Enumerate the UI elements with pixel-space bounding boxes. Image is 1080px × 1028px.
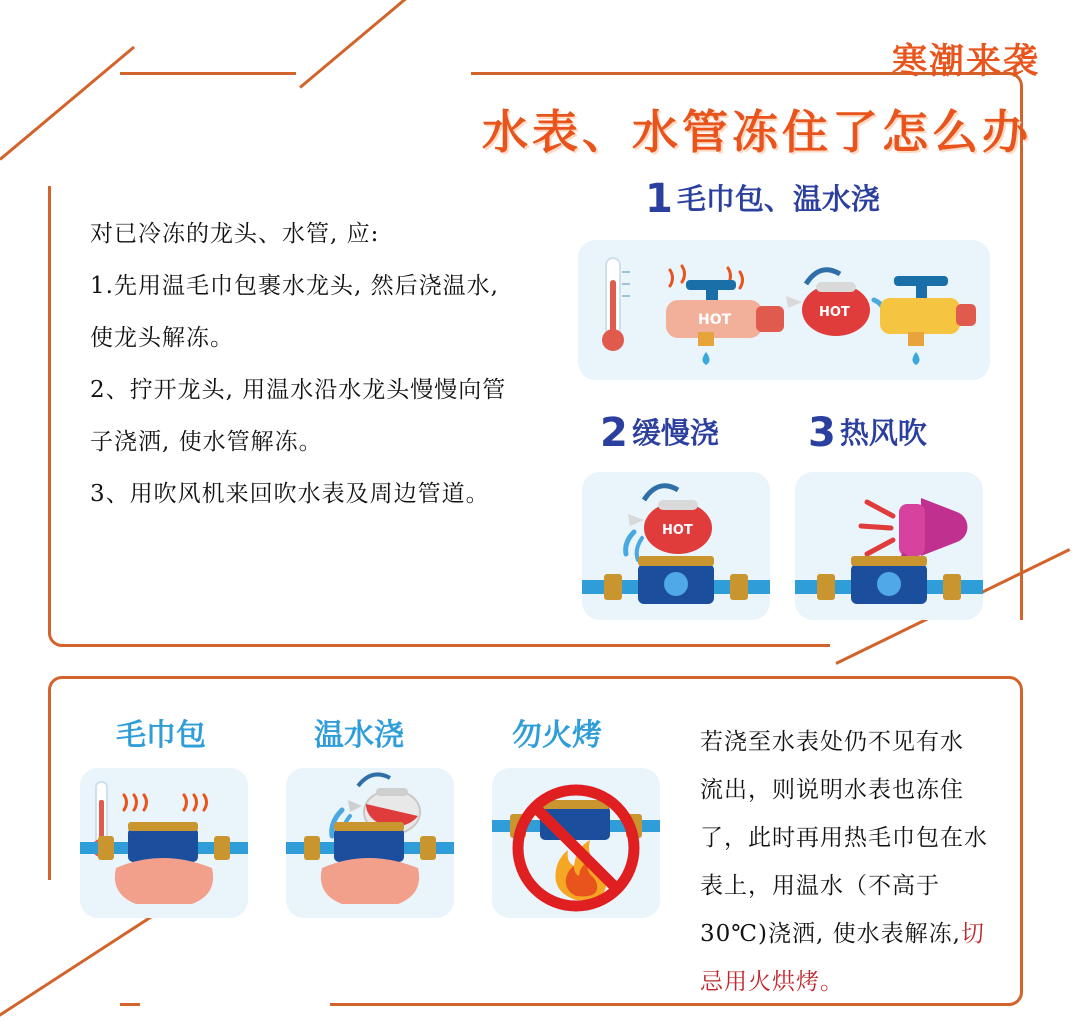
- bottom-text-line-1: 若浇至水表处仍不见有水: [700, 729, 964, 755]
- bottom-text-line-3: 了，此时再用热毛巾包在水: [700, 825, 988, 851]
- faucet-icon-2: [880, 276, 976, 365]
- step-2-title: [600, 410, 719, 456]
- svg-text:HOT: HOT: [698, 312, 732, 328]
- kettle-icon: [786, 270, 885, 336]
- water-meter-icon: [582, 556, 770, 604]
- kicker-text: 寒潮来袭: [891, 42, 1040, 82]
- bottom-explanation: [700, 718, 1018, 1006]
- bottom-panel-water: [286, 768, 454, 918]
- instructions-block: [90, 208, 560, 520]
- bottom-text-line-5: [700, 910, 1018, 958]
- step-3-title: [808, 410, 927, 456]
- bottom-warn-line: 忌用火烘烤。: [700, 969, 844, 995]
- step-1-panel: [578, 240, 990, 380]
- water-meter-icon: [795, 556, 983, 604]
- step-3-number: 3: [808, 410, 836, 456]
- mask-top-frame-br: [830, 620, 1080, 660]
- water-meter-icon: [286, 822, 454, 862]
- step-1-title: [645, 176, 880, 222]
- thermometer-icon: [602, 258, 630, 351]
- bottom-panel-towel: [80, 768, 248, 918]
- instruction-line-3: 2、拧开龙头, 用温水沿水龙头慢慢向管: [90, 377, 507, 403]
- mask-bottom-edge: [140, 988, 330, 1028]
- page-title: 水表、水管冻住了怎么办: [482, 105, 1032, 159]
- step-3-panel: [795, 472, 983, 620]
- hands-icon: [321, 858, 419, 904]
- bottom-title-1: 毛巾包: [116, 718, 206, 753]
- instruction-line-5: 3、用吹风机来回吹水表及周边管道。: [90, 481, 490, 507]
- bottom-text-line-5-main: 30℃)浇洒, 使水表解冻,: [700, 921, 961, 947]
- step-3-label: 热风吹: [839, 416, 927, 450]
- instruction-line-1: 1.先用温毛巾包裹水龙头, 然后浇温水,: [90, 273, 499, 299]
- svg-text:HOT: HOT: [662, 523, 693, 538]
- bottom-text-line-4: 表上，用温水（不高于: [700, 873, 940, 899]
- instruction-line-4: 子浇洒, 使水管解冻。: [90, 429, 323, 455]
- bottom-panel-no-fire: [492, 768, 660, 918]
- step-2-panel: [582, 472, 770, 620]
- bottom-title-3: 勿火烤: [512, 718, 602, 753]
- step-1-label: 毛巾包、温水浇: [676, 182, 880, 216]
- bottom-title-2: 温水浇: [314, 718, 404, 753]
- step-2-number: 2: [600, 410, 628, 456]
- step-1-number: 1: [645, 176, 673, 222]
- hands-icon: [115, 858, 213, 904]
- faucet-icon: [666, 280, 784, 365]
- mask-top-edge: [296, 60, 471, 86]
- svg-text:HOT: HOT: [819, 305, 850, 320]
- instruction-intro: 对已冷冻的龙头、水管, 应:: [90, 221, 380, 247]
- bottom-warn-prefix: 切: [960, 921, 985, 947]
- kettle-icon: [626, 486, 712, 560]
- bottom-text-line-2: 流出，则说明水表也冻住: [700, 777, 964, 803]
- instruction-line-2: 使龙头解冻。: [90, 325, 234, 351]
- step-2-label: 缓慢浇: [631, 416, 719, 450]
- heat-wave-icon: [124, 795, 207, 810]
